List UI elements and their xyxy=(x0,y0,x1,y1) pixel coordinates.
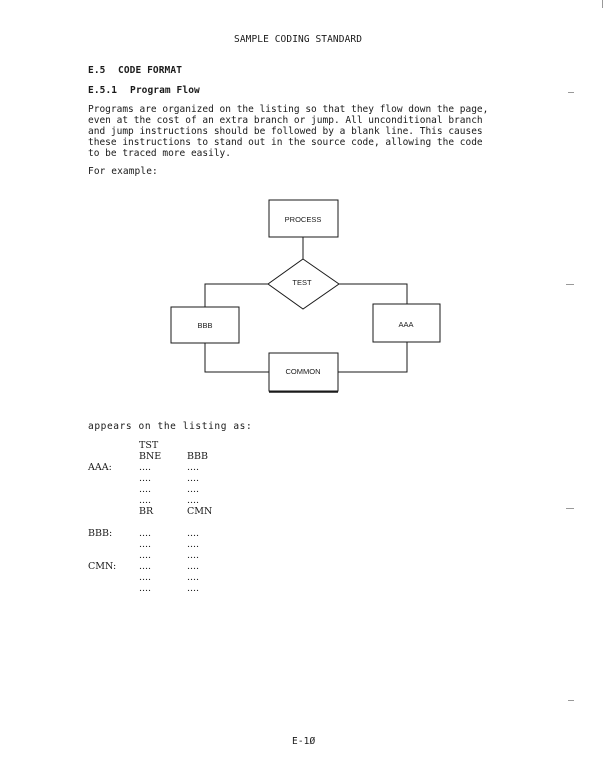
scan-edge-mark xyxy=(566,508,574,509)
listing-opcode: .... xyxy=(139,583,152,594)
listing-operand: .... xyxy=(187,539,200,550)
listing-opcode: .... xyxy=(139,539,152,550)
listing-label xyxy=(88,539,116,550)
listing-operand: .... xyxy=(187,528,200,539)
listing-opcode: .... xyxy=(139,572,152,583)
listing-opcode: .... xyxy=(139,462,152,473)
listing-label xyxy=(88,440,116,451)
common-label: COMMON xyxy=(285,367,321,376)
listing-opcode: BR xyxy=(139,506,154,517)
paragraph-line: even at the cost of an extra branch or jump. All unconditional branch xyxy=(88,115,483,126)
listing-label xyxy=(88,583,116,594)
listing-operand: .... xyxy=(187,462,200,473)
listing-opcodes xyxy=(139,440,161,594)
listing-opcode: .... xyxy=(139,473,152,484)
page-number: E-1Ø xyxy=(292,736,316,747)
listing-label xyxy=(88,451,116,462)
listing-label: BBB: xyxy=(88,528,113,539)
listing-label xyxy=(88,506,116,517)
listing-operand xyxy=(187,517,212,528)
listing-operand: .... xyxy=(187,572,200,583)
connector-aaa-common xyxy=(338,342,407,372)
listing-intro: appears on the listing as: xyxy=(88,421,253,432)
process-label: PROCESS xyxy=(284,215,322,224)
listing-label xyxy=(88,495,116,506)
listing-operand: .... xyxy=(187,473,200,484)
listing-label xyxy=(88,517,116,528)
listing-label: CMN: xyxy=(88,561,117,572)
listing-operand: .... xyxy=(187,583,200,594)
listing-label xyxy=(88,550,116,561)
listing-opcode: .... xyxy=(139,561,152,572)
aaa-label: AAA xyxy=(398,320,414,329)
listing-label xyxy=(88,473,116,484)
listing-opcode: .... xyxy=(139,528,152,539)
paragraph-line: and jump instructions should be followed by a blank line. This causes xyxy=(88,126,483,137)
connector-bbb-common xyxy=(205,343,269,372)
listing-operand: .... xyxy=(187,484,200,495)
paragraph-line: these instructions to stand out in the source code, allowing the code xyxy=(88,137,483,148)
listing-operand: .... xyxy=(187,495,200,506)
scan-edge-mark xyxy=(602,0,603,8)
subsection-number: E.5.1 xyxy=(88,85,118,96)
listing-operand: .... xyxy=(187,550,200,561)
section-number: E.5 xyxy=(88,65,106,76)
listing-label: AAA: xyxy=(88,462,112,473)
listing-label xyxy=(88,484,116,495)
test-label: TEST xyxy=(292,278,312,287)
listing-opcode: .... xyxy=(139,484,152,495)
listing-opcode: TST xyxy=(139,440,159,451)
subsection-title: Program Flow xyxy=(130,85,200,96)
listing-label xyxy=(88,572,116,583)
listing-opcode: .... xyxy=(139,495,152,506)
scan-edge-mark xyxy=(568,92,574,93)
listing-opcode: .... xyxy=(139,550,152,561)
listing-operand xyxy=(187,440,212,451)
scan-edge-mark xyxy=(566,284,574,285)
listing-opcode xyxy=(139,517,161,528)
listing-operand: .... xyxy=(187,561,200,572)
bbb-label: BBB xyxy=(197,321,213,330)
listing-operands xyxy=(187,440,212,594)
page-header: SAMPLE CODING STANDARD xyxy=(234,34,363,45)
section-title: CODE FORMAT xyxy=(118,65,183,76)
example-intro: For example: xyxy=(88,166,158,177)
connector-test-aaa xyxy=(339,284,407,304)
listing-labels xyxy=(88,440,116,594)
listing-operand: CMN xyxy=(187,506,213,517)
connector-test-bbb xyxy=(205,284,268,307)
paragraph-line: to be traced more easily. xyxy=(88,148,231,159)
paragraph-line: Programs are organized on the listing so that they flow down the page, xyxy=(88,104,489,115)
listing-operand: BBB xyxy=(187,451,208,462)
scan-edge-mark xyxy=(568,700,574,701)
listing-opcode: BNE xyxy=(139,451,162,462)
